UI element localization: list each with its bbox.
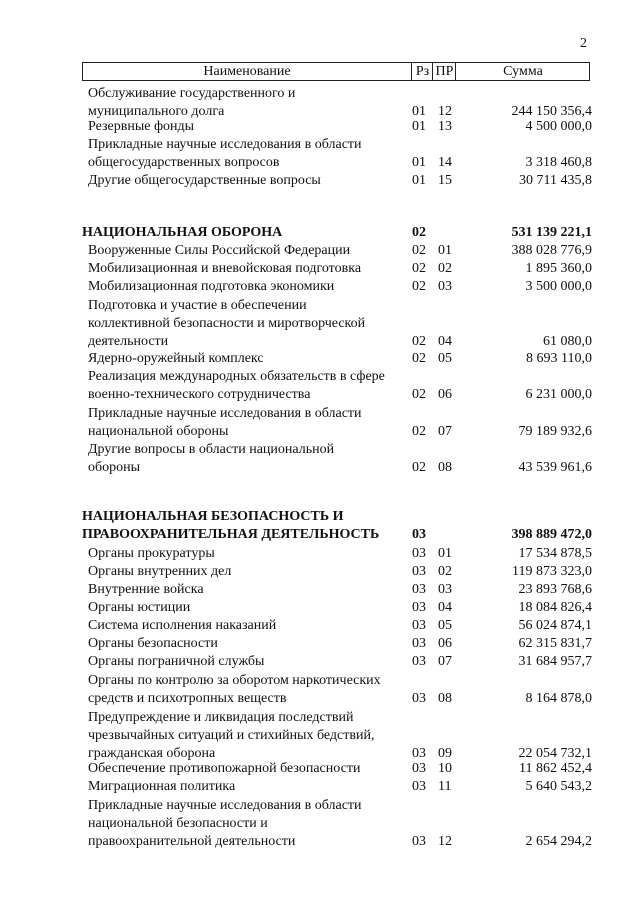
row-sum: 2 654 294,2	[525, 834, 592, 849]
row-pr: 02	[438, 564, 452, 579]
row-rz: 03	[412, 761, 426, 776]
row-name: Система исполнения наказаний	[88, 618, 277, 633]
row-rz: 01	[412, 104, 426, 119]
row-name: Органы прокуратуры	[88, 546, 215, 561]
row-pr: 15	[438, 173, 452, 188]
row-pr: 08	[438, 691, 452, 706]
row-name: Органы по контролю за оборотом наркотических средств и психотропных веществ	[88, 673, 381, 706]
row-rz: 03	[412, 527, 426, 542]
header-pr: ПР	[432, 63, 456, 80]
row-rz: 02	[412, 334, 426, 349]
row-pr: 12	[438, 104, 452, 119]
row-rz: 02	[412, 261, 426, 276]
row-sum: 6 231 000,0	[525, 387, 592, 402]
row-rz: 03	[412, 564, 426, 579]
row-rz: 01	[412, 155, 426, 170]
row-name: НАЦИОНАЛЬНАЯ ОБОРОНА	[82, 225, 283, 240]
row-pr: 05	[438, 351, 452, 366]
row-rz: 03	[412, 834, 426, 849]
row-sum: 22 054 732,1	[518, 746, 592, 761]
row-sum: 11 862 452,4	[519, 761, 592, 776]
row-name: Прикладные научные исследования в области национальной безопасности и правоохранительной деятельности	[88, 798, 362, 849]
row-name: Обеспечение противопожарной безопасности	[88, 761, 361, 776]
row-rz: 02	[412, 387, 426, 402]
row-sum: 3 318 460,8	[525, 155, 592, 170]
row-name: Прикладные научные исследования в области национальной обороны	[88, 406, 362, 439]
row-sum: 79 189 932,6	[518, 424, 592, 439]
row-sum: 244 150 356,4	[511, 104, 592, 119]
row-pr: 03	[438, 582, 452, 597]
row-rz: 03	[412, 582, 426, 597]
row-sum: 31 684 957,7	[518, 654, 592, 669]
row-pr: 04	[438, 600, 452, 615]
row-rz: 01	[412, 119, 426, 134]
row-sum: 17 534 878,5	[518, 546, 592, 561]
row-name: Вооруженные Силы Российской Федерации	[88, 243, 351, 258]
table-header	[82, 62, 590, 81]
row-pr: 10	[438, 761, 452, 776]
row-pr: 09	[438, 746, 452, 761]
row-name: Мобилизационная подготовка экономики	[88, 279, 335, 294]
row-sum: 23 893 768,6	[518, 582, 592, 597]
row-name: Органы внутренних дел	[88, 564, 232, 579]
row-sum: 61 080,0	[543, 334, 592, 349]
header-rz: Рз	[411, 63, 433, 80]
row-sum: 398 889 472,0	[511, 527, 592, 542]
row-sum: 4 500 000,0	[525, 119, 592, 134]
row-rz: 03	[412, 654, 426, 669]
row-name: Другие общегосударственные вопросы	[88, 173, 321, 188]
row-pr: 14	[438, 155, 452, 170]
row-sum: 56 024 874,1	[518, 618, 592, 633]
row-sum: 43 539 961,6	[518, 460, 592, 475]
row-pr: 07	[438, 424, 452, 439]
row-rz: 02	[412, 225, 426, 240]
row-rz: 01	[412, 173, 426, 188]
row-pr: 01	[438, 546, 452, 561]
row-rz: 02	[412, 279, 426, 294]
row-rz: 03	[412, 618, 426, 633]
header-sum: Сумма	[455, 63, 590, 80]
row-rz: 03	[412, 746, 426, 761]
row-name: Предупреждение и ликвидация последствий чрезвычайных ситуаций и стихийных бедствий, гражданская оборона	[88, 710, 375, 761]
row-sum: 3 500 000,0	[525, 279, 592, 294]
row-rz: 03	[412, 691, 426, 706]
row-pr: 11	[438, 779, 452, 794]
row-pr: 06	[438, 636, 452, 651]
row-name: Другие вопросы в области национальной обороны	[88, 442, 335, 475]
row-sum: 5 640 543,2	[525, 779, 592, 794]
row-name: Органы юстиции	[88, 600, 191, 615]
row-rz: 03	[412, 636, 426, 651]
row-pr: 02	[438, 261, 452, 276]
row-pr: 03	[438, 279, 452, 294]
row-sum: 119 873 323,0	[512, 564, 592, 579]
row-sum: 8 693 110,0	[526, 351, 592, 366]
row-pr: 05	[438, 618, 452, 633]
row-name: Внутренние войска	[88, 582, 204, 597]
row-name: Мобилизационная и вневойсковая подготовка	[88, 261, 362, 276]
row-pr: 08	[438, 460, 452, 475]
row-name: Прикладные научные исследования в области общегосударственных вопросов	[88, 137, 362, 170]
row-rz: 03	[412, 779, 426, 794]
row-name: Резервные фонды	[88, 119, 195, 134]
row-rz: 02	[412, 243, 426, 258]
row-pr: 13	[438, 119, 452, 134]
row-sum: 18 084 826,4	[518, 600, 592, 615]
row-name: Реализация международных обязательств в сфере военно-технического сотрудничества	[88, 369, 385, 402]
row-sum: 388 028 776,9	[511, 243, 592, 258]
row-name: Органы пограничной службы	[88, 654, 265, 669]
header-name: Наименование	[203, 64, 291, 79]
row-rz: 03	[412, 546, 426, 561]
row-pr: 04	[438, 334, 452, 349]
row-rz: 02	[412, 424, 426, 439]
row-pr: 12	[438, 834, 452, 849]
page-number: 2	[580, 36, 587, 51]
row-name: Органы безопасности	[88, 636, 218, 651]
row-sum: 30 711 435,8	[519, 173, 592, 188]
row-name: Миграционная политика	[88, 779, 236, 794]
row-sum: 1 895 360,0	[525, 261, 592, 276]
row-rz: 03	[412, 600, 426, 615]
row-name: Обслуживание государственного и муниципального долга	[88, 86, 296, 119]
row-rz: 02	[412, 351, 426, 366]
row-name: Ядерно-оружейный комплекс	[88, 351, 264, 366]
row-pr: 01	[438, 243, 452, 258]
row-name: Подготовка и участие в обеспечении коллективной безопасности и миротворческой деятельности	[88, 298, 366, 349]
row-pr: 06	[438, 387, 452, 402]
row-sum: 531 139 221,1	[511, 225, 592, 240]
row-rz: 02	[412, 460, 426, 475]
row-sum: 62 315 831,7	[518, 636, 592, 651]
row-sum: 8 164 878,0	[525, 691, 592, 706]
row-name: НАЦИОНАЛЬНАЯ БЕЗОПАСНОСТЬ И ПРАВООХРАНИТЕЛЬНАЯ ДЕЯТЕЛЬНОСТЬ	[82, 509, 380, 542]
row-pr: 07	[438, 654, 452, 669]
